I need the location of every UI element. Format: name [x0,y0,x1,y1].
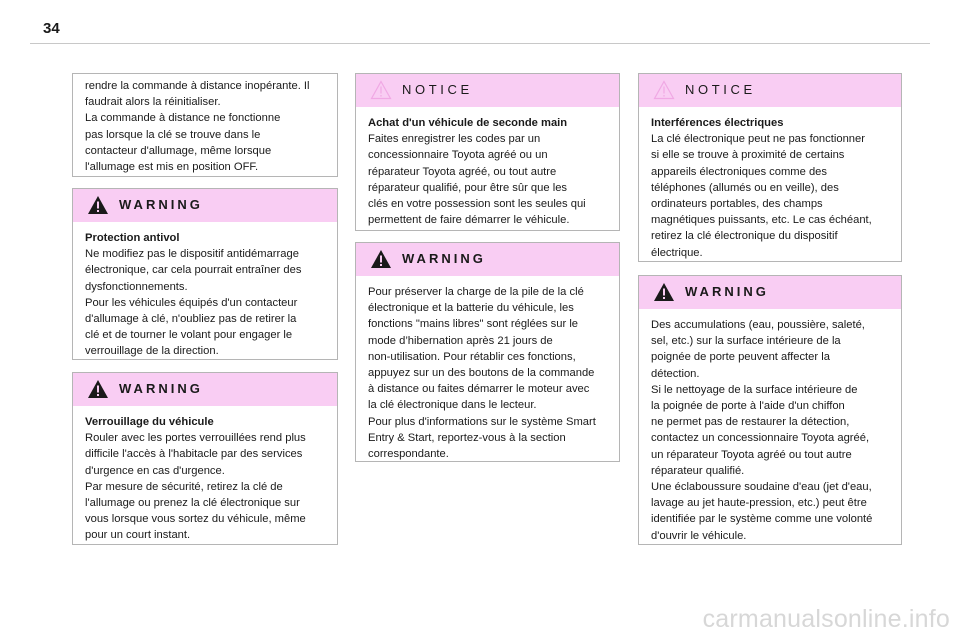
warning-triangle-icon [87,379,109,399]
text-line: Rouler avec les portes verrouillées rend plus [85,432,306,445]
text-line: Pour plus d'informations sur le système Smart [368,415,596,428]
text-line: magnétiques puissants, etc. Le cas échéant, [651,214,872,227]
warning-triangle-icon [653,282,675,302]
text-line: la clé électronique dans le lecteur. [368,399,537,412]
section-subhead: Protection antivol [85,232,180,244]
text-line: dysfonctionnements. [85,280,188,293]
text-line: électronique et la batterie du véhicule, les [368,302,574,315]
warning-box-pile [355,242,620,462]
page-number: 34 [43,20,60,37]
notice-body [639,107,901,269]
caution-triangle-icon [653,80,675,100]
text-line: rendre la commande à distance inopérante. Il [85,80,310,92]
warning-box-antivol [72,188,338,360]
text-line: La commande à distance ne fonctionne [85,112,281,125]
warning-box-verrouillage [72,372,338,545]
text-line: mode d’hibernation après 21 jours de [368,334,553,347]
text-line: difficile l'accès à l'habitacle par des services [85,448,303,461]
text-line: ne permet pas de restaurer la détection, [651,416,850,429]
text-line: Entry & Start, reportez-vous à la section [368,431,566,444]
text-line: fonctions "mains libres" sont réglées sur le [368,318,579,331]
text-line: téléphones (allumés ou en veille), des [651,181,839,194]
text-line: ordinateurs portables, des champs [651,198,823,211]
text-line: La clé électronique peut ne pas fonctionner [651,133,865,146]
section-subhead: Verrouillage du véhicule [85,416,214,428]
text-line: d'ouvrir le véhicule. [651,529,747,542]
warning-label: WARNING [119,381,203,396]
text-line: à distance ou faites démarrer le moteur avec [368,383,590,396]
text-line: Pour préserver la charge de la pile de la clé [368,286,584,298]
notice-box-interferences [638,73,902,262]
text-line: pas lorsque la clé se trouve dans le [85,128,261,141]
text-line: poignée de porte peuvent affecter la [651,351,830,364]
text-line: sel, etc.) sur la surface intérieure de la [651,335,841,348]
notice-header [639,74,901,107]
text-line: non-utilisation. Pour rétablir ces fonctions, [368,350,576,363]
text-line: retirez la clé électronique du dispositif [651,230,838,243]
warning-body [639,309,901,552]
warning-box-accumulations [638,275,902,545]
text-line: Si le nettoyage de la surface intérieure de [651,383,858,396]
text-line: la poignée de porte à l'aide d'un chiffon [651,400,845,413]
text-line: Une éclaboussure soudaine d'eau (jet d'eau, [651,481,872,494]
text-line: Des accumulations (eau, poussière, saleté, [651,319,865,331]
text-line: l'allumage ou prenez la clé électronique sur [85,497,300,510]
text-line: Par mesure de sécurité, retirez la clé de [85,480,283,493]
notice-label: NOTICE [685,82,756,97]
text-line: électronique, car cela pourrait entraîner des [85,264,302,277]
warning-header [73,373,337,406]
text-line: concessionnaire Toyota agréé ou un [368,149,548,162]
text-line: correspondante. [368,448,449,461]
text-line: réparateur qualifié. [651,464,745,477]
text-line: réparateur Toyota agréé, ou tout autre [368,165,557,178]
warning-body [73,222,337,368]
text-line: lavage au jet haute-pression, etc.) peut être [651,497,867,510]
text-line: un réparateur Toyota agréé ou tout autre [651,448,852,461]
text-line: vous lorsque vous sortez du véhicule, même [85,513,306,526]
warning-header [356,243,619,276]
text-line: contactez un concessionnaire Toyota agréé, [651,432,870,445]
warning-triangle-icon [87,195,109,215]
warning-label: WARNING [402,251,486,266]
text-line: verrouillage de la direction. [85,345,219,358]
text-line: si elle se trouve à proximité de certains [651,149,845,162]
text-line: clés en votre possession sont les seules qui [368,198,586,211]
watermark: carmanualsonline.info [702,605,950,633]
warning-triangle-icon [370,249,392,269]
warning-header [639,276,901,309]
warning-label: WARNING [119,197,203,212]
warning-body [356,276,619,470]
text-line: électrique. [651,246,703,259]
text-line: Pour les véhicules équipés d'un contacteur [85,296,298,309]
warning-header [73,189,337,222]
notice-body [356,107,619,236]
warning-body [73,406,337,552]
section-subhead: Interférences électriques [651,117,784,129]
header-divider [30,43,930,44]
text-line: d'urgence en cas d'urgence. [85,464,225,477]
text-line: clé et de tourner le volant pour engager le [85,329,293,342]
text-line: appuyez sur un des boutons de la commande [368,367,595,380]
text-line: réparateur qualifié, pour être sûr que les [368,181,568,194]
caution-triangle-icon [370,80,392,100]
warning-label: WARNING [685,284,769,299]
notice-header [356,74,619,107]
text-line: d'allumage à clé, n'oubliez pas de retirer la [85,313,297,326]
text-line: Faites enregistrer les codes par un [368,133,541,146]
text-line: identifiée par le système comme une volonté [651,513,873,526]
text-line: détection. [651,367,700,380]
continuation-box [72,73,338,177]
text-line: permettent de faire démarrer le véhicule. [368,214,570,227]
notice-label: NOTICE [402,82,473,97]
notice-box-seconde-main [355,73,620,231]
text-line: appareils électroniques comme des [651,165,827,178]
section-subhead: Achat d'un véhicule de seconde main [368,117,568,129]
text-line: Ne modifiez pas le dispositif antidémarrage [85,248,299,261]
text-line: contacteur d'allumage, même lorsque [85,144,272,157]
continuation-body [73,74,337,183]
text-line: l'allumage est mis en position OFF. [85,161,259,174]
text-line: pour un court instant. [85,529,191,542]
text-line: faudrait alors la réinitialiser. [85,96,221,109]
